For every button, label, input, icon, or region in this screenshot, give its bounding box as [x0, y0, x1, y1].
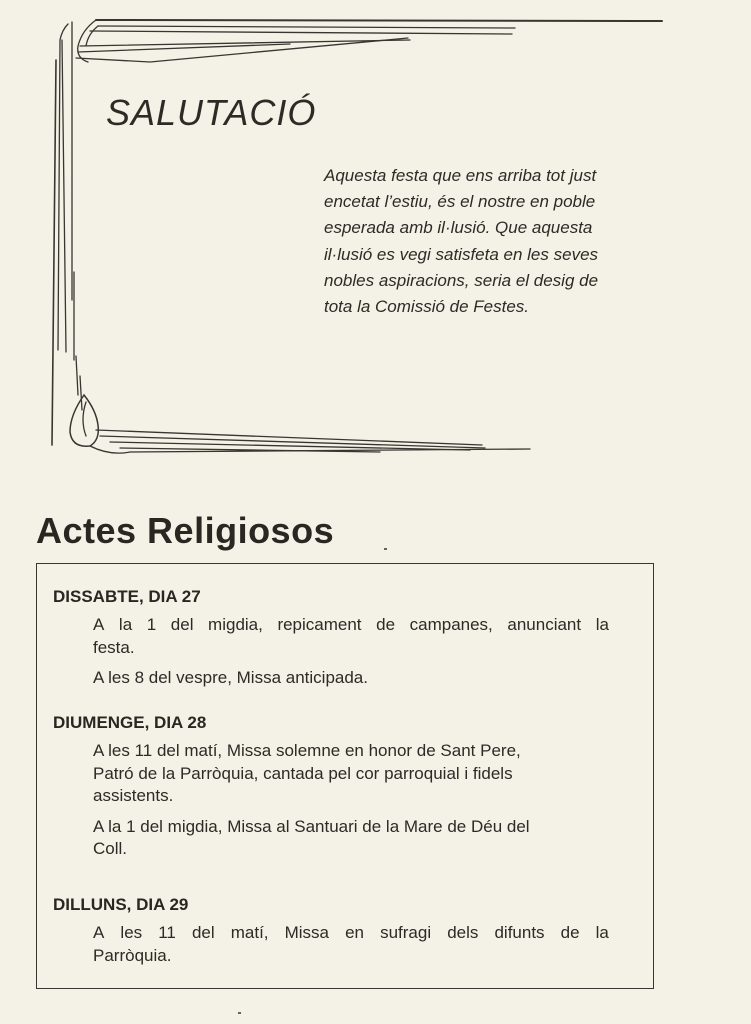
entry-line: assistents.	[93, 786, 174, 805]
entry-line: A la 1 del migdia, repicament de campanes, anunciant la	[93, 615, 609, 634]
schedule-entry	[93, 816, 530, 861]
print-speck	[384, 548, 387, 550]
day-title: DISSABTE, DIA 27	[53, 587, 201, 606]
entry-line: A les 8 del vespre, Missa anticipada.	[93, 668, 368, 687]
entry-line: festa.	[93, 637, 135, 657]
entry-line: Patró de la Parròquia, cantada pel cor parroquial i fidels	[93, 763, 513, 783]
actes-title: Actes Religiosos	[36, 510, 335, 551]
entry-line: A la 1 del migdia, Missa al Santuari de la Mare de Déu del	[93, 816, 530, 836]
schedule-entry	[93, 614, 609, 659]
print-speck	[238, 1012, 241, 1014]
schedule-entry	[93, 922, 609, 967]
actes-schedule-box	[36, 563, 654, 989]
day-section-diumenge	[53, 712, 530, 869]
salutacio-line: nobles aspiracions, seria el desig de	[324, 270, 599, 290]
day-title: DIUMENGE, DIA 28	[53, 713, 207, 732]
schedule-entry	[93, 740, 530, 808]
salutacio-title: SALUTACIÓ	[106, 92, 317, 133]
salutacio-paragraph	[324, 163, 669, 320]
schedule-entry	[93, 667, 609, 690]
entry-line: Coll.	[93, 839, 128, 858]
day-section-dissabte	[53, 586, 609, 698]
salutacio-line: tota la Comissió de Festes.	[324, 297, 530, 317]
entry-line: Parròquia.	[93, 945, 172, 965]
salutacio-line: il·lusió es vegi satisfeta en les seves	[324, 244, 599, 264]
salutacio-line: encetat l’estiu, és el nostre en poble	[324, 192, 596, 212]
salutacio-line: Aquesta festa que ens arriba tot just	[324, 166, 597, 185]
salutacio-line: esperada amb il·lusió. Que aquesta	[324, 218, 593, 238]
entry-line: A les 11 del matí, Missa en sufragi dels difunts de la	[93, 923, 609, 942]
day-section-dilluns	[53, 894, 609, 975]
entry-line: A les 11 del matí, Missa solemne en honor de Sant Pere,	[93, 741, 521, 760]
day-title: DILLUNS, DIA 29	[53, 895, 189, 914]
